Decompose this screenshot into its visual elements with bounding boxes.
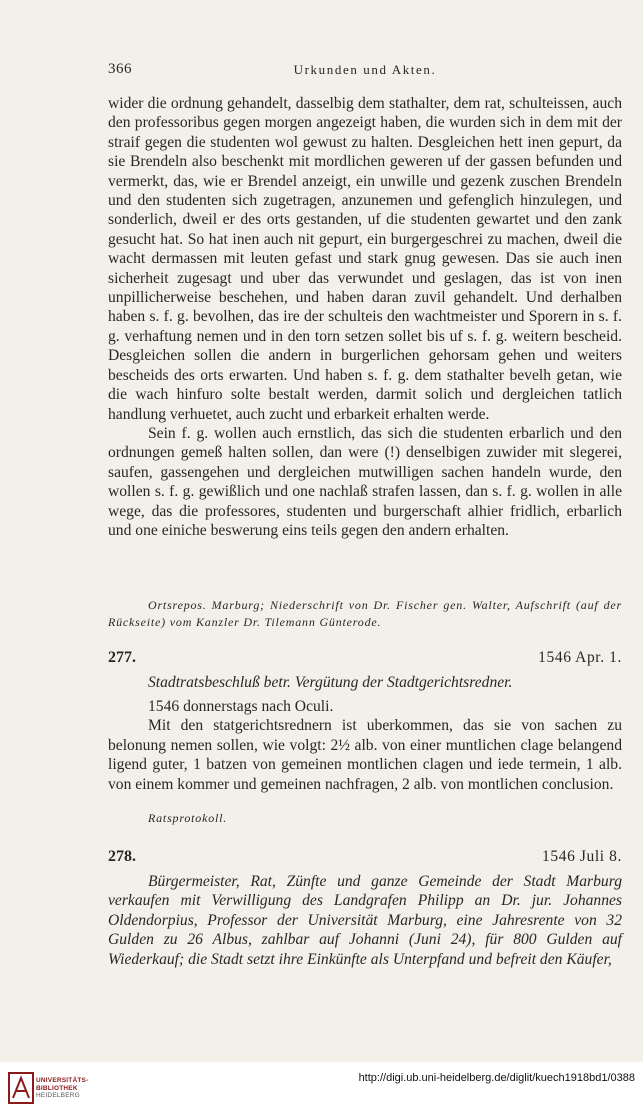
regest-text: Bürgermeister, Rat, Zünfte und ganze Gemeinde der Stadt Marburg verkaufen mit Verwilligung des Landgrafen Philipp an Dr. jur. Johannes Oldendorpius, Professor der Universität Marburg, eine Jahresrente von 32 Gulden zu 26 Albus, zahlbar auf Johanni (Juni 24), für 800 Gulden auf Wiederkauf; die Stadt setzt ihre Einkünfte als Unterpfand und befreit den Käufer, xyxy=(108,873,622,968)
permalink-url[interactable]: http://digi.ub.uni-heidelberg.de/diglit/kuech1918bd1/0388 xyxy=(358,1072,635,1084)
library-name-line: HEIDELBERG xyxy=(36,1092,80,1100)
regest-text: Stadtratsbeschluß betr. Vergütung der Stadtgerichtsredner. xyxy=(148,674,513,691)
document-278-date: 1546 Juli 8. xyxy=(542,848,622,865)
paragraph: 1546 donnerstags nach Oculi. xyxy=(148,698,334,715)
document-278-number: 278. xyxy=(108,848,136,865)
document-277-regest xyxy=(108,673,622,692)
document-277-number: 277. xyxy=(108,649,136,666)
document-276-text xyxy=(108,94,622,540)
library-name xyxy=(36,1077,88,1100)
paragraph: Sein f. g. wollen auch ernstlich, das sich die studenten erbarlich und den ordnungen gemeß halten sollen, dan were (!) denselbigen zuwider mit slegerei, saufen, gassengehen und dergleichen mutwilligen sachen handeln wurde, den wollen s. f. g. gewißlich und one nachlaß strafen lassen, dan s. f. g. wollen in alle wege, das die professores, studenten und burgerschaft alhier fridlich, erbarlich und one einiche beswerung eins teils gegen den andern erhalten. xyxy=(108,424,622,539)
library-logo-icon xyxy=(8,1072,34,1104)
page-header xyxy=(108,61,622,81)
library-name-line: UNIVERSITÄTS- xyxy=(36,1077,89,1084)
digitization-footer xyxy=(0,1062,643,1112)
document-277-source xyxy=(108,810,622,827)
page-number: 366 xyxy=(108,61,132,77)
running-title: Urkunden und Akten. xyxy=(293,62,437,77)
source-note: Ratsprotokoll. xyxy=(148,811,228,825)
paragraph: Mit den statgerichtsrednern ist uberkommen, das sie von sachen zu belonung nemen sollen, wie volgt: 2½ alb. von einer muntlichen clage belangend ligend guter, 1 batzen von gemeinen montlichen clagen und iede termein, 1 alb. von einem kommer und gemeinen nachfragen, 2 alb. von montlichen conclusion. xyxy=(108,717,622,793)
source-note: Ortsrepos. Marburg; Niederschrift von Dr. Fischer gen. Walter, Aufschrift (auf der Rückseite) vom Kanzler Dr. Tilemann Günterode. xyxy=(108,598,622,629)
document-277-date: 1546 Apr. 1. xyxy=(538,649,622,666)
library-name-line: BIBLIOTHEK xyxy=(36,1084,78,1092)
document-277-text xyxy=(108,697,622,794)
document-278-regest xyxy=(108,872,622,969)
paragraph: wider die ordnung gehandelt, dasselbig dem stathalter, dem rat, schulteissen, auch den professoribus gegen morgen angezeigt haben, die wurden sich in dem mit der straif gegen die studenten wol gewust zu halten. Desgleichen hett inen gepurt, da sie Brendeln also beschenkt mit mordlichen geweren uf der gassen befunden und vermerkt, das, wie er Brendel anzeigt, ein unwille und gezenk zuschen Brendeln und den studenten sich zugetragen, anzunemen und gefenglich hinzulegen, und sonderlich, dweil er des orts gestanden, uf die studenten gewartet und den zank gesucht hat. So hat inen auch nit gepurt, ein burgergeschrei zu machen, dweil die wacht dermassen mit leuten gefast und stark gnug gewesen. Das sie auch inen sicherheit zugesagt und uber das verwundet und geslagen, das ist von inen unpillicherweise beschehen, und haben daran zuvil gehandelt. Und derhalben haben s. f. g. bevolhen, das ire der schulteis den wachtmeister und Sporern in s. f. g. verhaftung nemen und in den torn setzen sollet bis uf s. f. g. weitern bescheid. Desgleichen sollen die andern in burgerlichen gehorsam gehen und weiters bescheids des orts erwarten. Und haben s. f. g. dem stathalter bevelh getan, wie die wach hinfuro solte bestalt werden, darmit solich und dergleichen tatlich handlung verhuetet, auch zucht und erbarkeit erhalten werde. xyxy=(108,95,622,423)
document-276-source xyxy=(108,597,622,630)
